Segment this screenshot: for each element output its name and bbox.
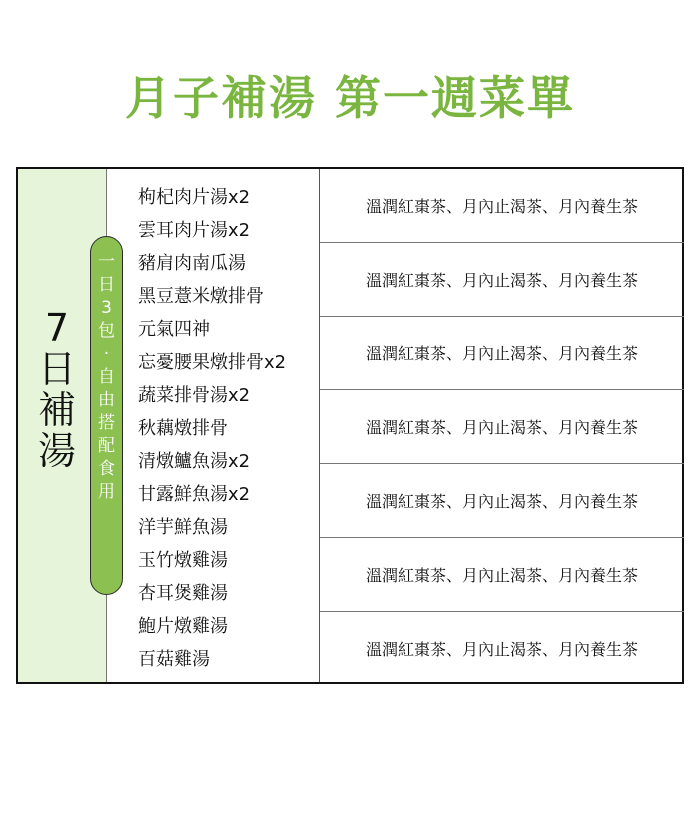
tea-row: 溫潤紅棗茶、月內止渴茶、月內養生茶 bbox=[320, 169, 684, 243]
soup-item: 雲耳肉片湯x2 bbox=[138, 220, 251, 241]
tea-row: 溫潤紅棗茶、月內止渴茶、月內養生茶 bbox=[365, 640, 638, 660]
soup-item: 枸杞肉片湯x2 bbox=[138, 187, 251, 208]
soup-item: 秋藕燉排骨 bbox=[138, 418, 228, 439]
menu-table bbox=[16, 167, 684, 684]
soup-list bbox=[138, 181, 318, 676]
pill-char: 自 bbox=[98, 367, 115, 387]
soup-item: 洋芋鮮魚湯 bbox=[138, 517, 228, 538]
soup-item: 黑豆薏米燉排骨 bbox=[138, 286, 264, 307]
soup-item: 鮑片燉雞湯 bbox=[138, 616, 228, 637]
pill-char: 由 bbox=[98, 390, 115, 410]
tea-row: 溫潤紅棗茶、月內止渴茶、月內養生茶 bbox=[320, 390, 684, 464]
label-char: 湯 bbox=[37, 429, 76, 473]
page-title: 月子補湯 第一週菜單 bbox=[124, 71, 575, 125]
pill-char: 用 bbox=[98, 482, 115, 502]
soup-item: 蔬菜排骨湯x2 bbox=[138, 385, 251, 406]
soup-item: 元氣四神 bbox=[138, 319, 210, 340]
soup-item: 玉竹燉雞湯 bbox=[138, 550, 228, 571]
soup-item: 甘露鮮魚湯x2 bbox=[138, 484, 251, 505]
soup-item: 清燉鱸魚湯x2 bbox=[138, 451, 251, 472]
label-char: 補 bbox=[37, 388, 76, 432]
pill-char: 配 bbox=[98, 436, 115, 456]
pill-char: · bbox=[103, 344, 110, 364]
seven-day-soup-label bbox=[32, 306, 82, 473]
pill-char: 食 bbox=[98, 459, 115, 479]
tea-row: 溫潤紅棗茶、月內止渴茶、月內養生茶 bbox=[320, 243, 684, 317]
tea-row: 溫潤紅棗茶、月內止渴茶、月內養生茶 bbox=[320, 317, 684, 391]
tea-row: 溫潤紅棗茶、月內止渴茶、月內養生茶 bbox=[320, 538, 684, 612]
soup-item: 豬肩肉南瓜湯 bbox=[138, 253, 246, 274]
soup-item: 百菇雞湯 bbox=[138, 649, 210, 670]
pill-char: 包 bbox=[98, 321, 115, 341]
pill-char: 搭 bbox=[98, 413, 115, 433]
pill-char: 日 bbox=[98, 275, 115, 295]
tea-row: 溫潤紅棗茶、月內止渴茶、月內養生茶 bbox=[320, 464, 684, 538]
soup-item: 杏耳煲雞湯 bbox=[138, 583, 228, 604]
serving-note-pill bbox=[90, 236, 123, 595]
label-char: 7 bbox=[44, 306, 70, 350]
pill-char: 3 bbox=[101, 298, 112, 318]
soup-item: 忘憂腰果燉排骨x2 bbox=[138, 352, 287, 373]
label-char: 日 bbox=[37, 347, 76, 391]
tea-column bbox=[320, 169, 684, 682]
pill-char: 一 bbox=[98, 252, 115, 272]
